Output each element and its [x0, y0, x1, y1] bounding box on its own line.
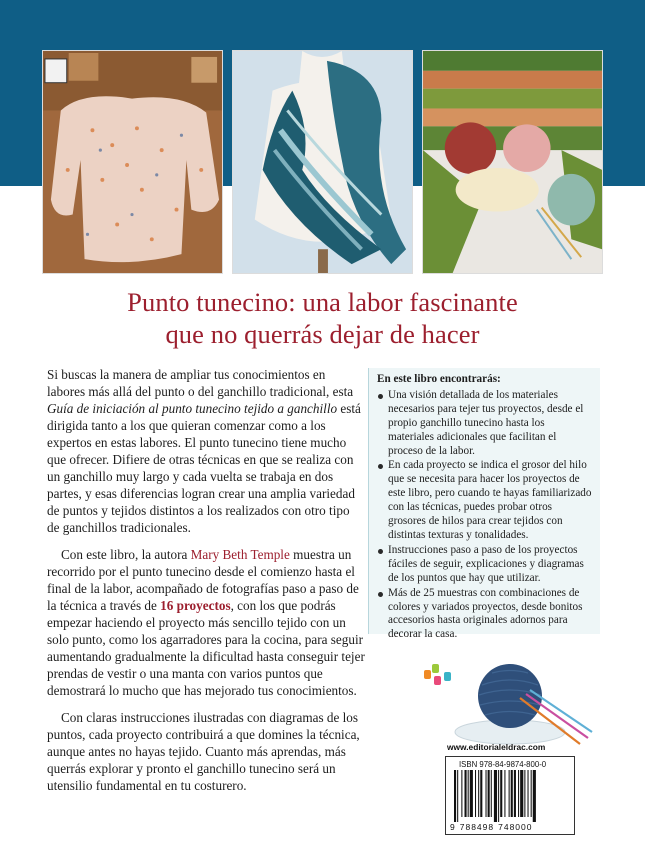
barcode-bar — [465, 770, 467, 817]
author-name: Mary Beth Temple — [190, 547, 290, 562]
barcode-bar — [504, 770, 505, 817]
barcode-bar — [454, 770, 456, 822]
projects-count: 16 proyectos — [160, 598, 231, 613]
barcode-box — [445, 756, 575, 835]
features-sidebar — [368, 368, 600, 641]
feature-item: Instrucciones paso a paso de los proyectos fáciles de seguir, explicaciones y diagramas de los puntos que hay que utilizar. — [377, 544, 592, 586]
barcode-bar — [488, 770, 490, 817]
barcode-bar — [531, 770, 532, 817]
barcode-bar — [498, 770, 499, 822]
body-p2-text-a: Con este libro, la autora — [61, 547, 191, 562]
features-list — [377, 389, 592, 642]
headline — [40, 286, 605, 350]
barcode-bar — [457, 770, 458, 822]
headline-line-2: que no querrás dejar de hacer — [165, 319, 480, 349]
sidebar-title: En este libro encontrarás: — [377, 373, 501, 385]
barcode-bar — [478, 770, 479, 817]
barcode-bar — [520, 770, 523, 817]
body-p2-text-b: muestra un recorrido por el punto tunecino desde el comienzo hasta el final de la labor, acompañado de fotografías paso a paso de la técnica a través de — [47, 547, 359, 613]
barcode-bar — [524, 770, 525, 817]
barcode-bar — [468, 770, 469, 817]
photo-baby-sweater — [42, 50, 223, 274]
publisher-website: www.editorialeldrac.com — [447, 742, 546, 752]
barcode-bar — [500, 770, 502, 817]
photo-shawl-mannequin — [232, 50, 413, 274]
body-paragraph-2 — [47, 546, 365, 699]
barcode-bar — [480, 770, 482, 817]
crochet-ball-image — [410, 640, 605, 750]
body-p2-text-c: , con los que podrás empezar haciendo el proyecto más sencillo tejido con un solo punto, como los agarradores para la cocina, para seguir aumentando gradualmente la dificultad hasta conseguir tejer prendas de vestir o una manta con varios puntos que demostrará lo mucho que has mejorado tus conocimientos. — [47, 598, 365, 698]
barcode-bar — [514, 770, 516, 817]
body-text — [47, 366, 365, 804]
barcode-bar — [494, 770, 497, 822]
body-paragraph-1 — [47, 366, 365, 536]
barcode-bar — [461, 770, 462, 817]
ean-digits — [450, 822, 570, 832]
book-title-italic: Guía de iniciación al punto tunecino tejido a ganchillo — [47, 401, 338, 416]
isbn-text: ISBN 978-84-9874-800-0 — [459, 760, 547, 769]
body-p1-text-b: está dirigida tanto a los que quieran comenzar como a los expertos en estas labores. El punto tunecino tiene mucho que ofrecer. Difiere de otras técnicas en que se realiza con un ganchillo muy largo y cada vuelta se trabaja en dos partes, y esas diferencias logran crear una amplia variedad de puntos y tejidos distintos a los realizados con otro tipo de ganchillos tradicionales. — [47, 401, 361, 535]
photo-yarn-blanket — [422, 50, 603, 274]
feature-item: Más de 25 muestras con combinaciones de colores y variados proyectos, desde bonitos accesorios hasta originales adornos para decorar la casa. — [377, 587, 592, 643]
barcode-bar — [528, 770, 529, 817]
barcode-bar — [470, 770, 473, 817]
feature-item: En cada proyecto se indica el grosor del hilo que se necesita para hacer los proyectos de este libro, pero cuando te hayas familiarizado con las técnicas, puedes probar otros grosores de hilos para crear tejidos con distintas texturas y tonalidades. — [377, 459, 592, 542]
barcode-bar — [486, 770, 487, 817]
ean-digit-first: 9 — [450, 822, 456, 832]
barcode-area — [445, 742, 575, 835]
headline-line-1: Punto tunecino: una labor fascinante — [127, 287, 518, 317]
barcode-bar — [533, 770, 536, 822]
barcode-bar — [491, 770, 492, 817]
body-paragraph-3: Con claras instrucciones ilustradas con diagramas de los puntos, cada proyecto contribuirá a que domines la técnica, aunque antes no hayas tejido. Cuanto más aprendas, más querrás explorar y pronto el ganchillo tunecino será un utensilio fundamental en tu costurero. — [47, 710, 360, 793]
body-p1-text-a: Si buscas la manera de ampliar tus conocimientos en labores más allá del punto o del ganchillo tradicional, esta — [47, 367, 354, 399]
barcode-bar — [518, 770, 519, 817]
barcode-bar — [475, 770, 476, 817]
barcode-bar — [511, 770, 513, 817]
feature-item: Una visión detallada de los materiales necesarios para tejer tus proyectos, desde el propio ganchillo tunecino hasta los materiales adicionales que facilitan el proceso de la labor. — [377, 389, 592, 459]
ean-digit-group-1: 788498 — [459, 822, 495, 832]
barcode-bars — [450, 770, 568, 822]
ean-digit-group-2: 748000 — [498, 822, 533, 832]
barcode-bar — [509, 770, 510, 817]
